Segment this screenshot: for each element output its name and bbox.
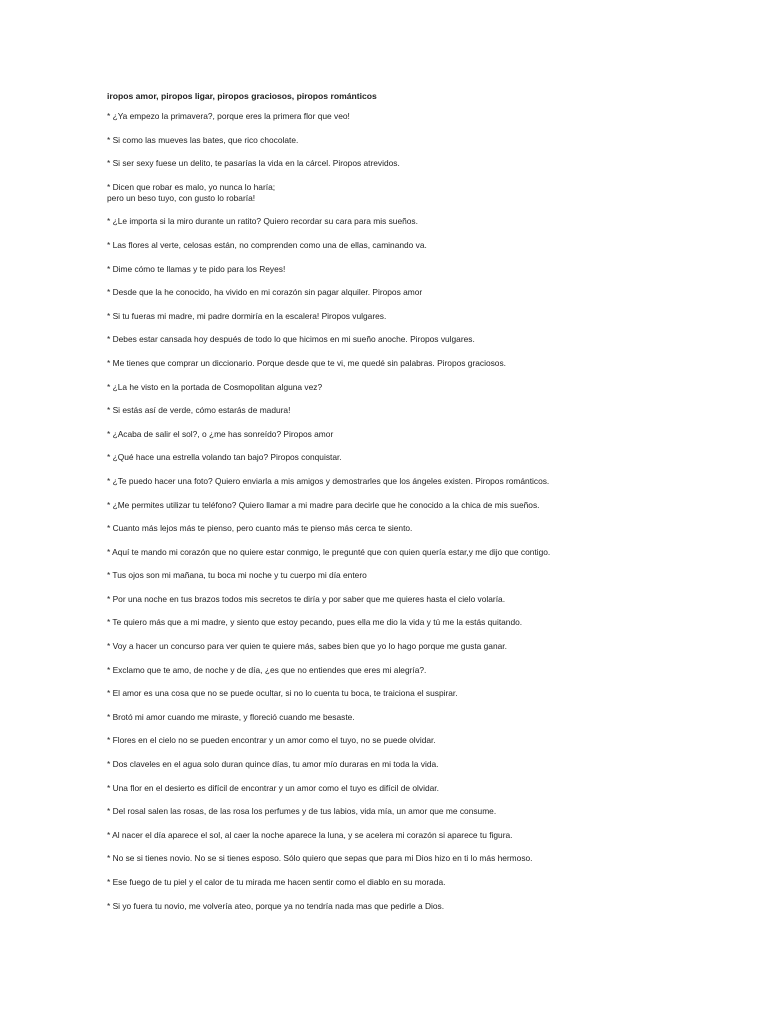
list-item <box>107 287 747 298</box>
list-item <box>107 334 747 345</box>
list-item <box>107 111 747 122</box>
paragraph-line: * El amor es una cosa que no se puede ocultar, si no lo cuenta tu boca, te traiciona el suspirar. <box>107 688 458 699</box>
document-title: iropos amor, piropos ligar, piropos graciosos, piropos románticos <box>107 91 377 101</box>
paragraph-line: pero un beso tuyo, con gusto lo robaría! <box>107 192 256 203</box>
list-item <box>107 182 747 204</box>
paragraph-line: * ¿Qué hace una estrella volando tan bajo? Piropos conquistar. <box>107 452 342 463</box>
list-item <box>107 547 747 558</box>
list-item <box>107 570 747 581</box>
list-item <box>107 617 747 628</box>
list-item <box>107 901 747 912</box>
list-item <box>107 877 747 888</box>
paragraph-line: * ¿Le importa si la miro durante un ratito? Quiero recordar su cara para mis sueños. <box>107 216 418 227</box>
paragraph-line: * Brotó mi amor cuando me miraste, y floreció cuando me besaste. <box>107 711 355 722</box>
paragraph-line: * ¿Te puedo hacer una foto? Quiero enviarla a mis amigos y demostrarles que los ángeles existen. Piropos románticos. <box>107 475 550 486</box>
paragraph-line: * Debes estar cansada hoy después de todo lo que hicimos en mi sueño anoche. Piropos vulgares. <box>107 334 475 345</box>
list-item <box>107 688 747 699</box>
list-item <box>107 476 747 487</box>
paragraph-list <box>107 111 747 912</box>
list-item <box>107 500 747 511</box>
paragraph-line: * Cuanto más lejos más te pienso, pero cuanto más te pienso más cerca te siento. <box>107 523 413 534</box>
list-item <box>107 665 747 676</box>
list-item <box>107 429 747 440</box>
list-item <box>107 264 747 275</box>
paragraph-line: * Flores en el cielo no se pueden encontrar y un amor como el tuyo, no se puede olvidar. <box>107 735 436 746</box>
list-item <box>107 135 747 146</box>
paragraph-line: * ¿La he visto en la portada de Cosmopolitan alguna vez? <box>107 381 323 392</box>
list-item <box>107 240 747 251</box>
paragraph-line: * ¿Ya empezo la primavera?, porque eres la primera flor que veo! <box>107 111 350 121</box>
list-item <box>107 853 747 864</box>
list-item <box>107 311 747 322</box>
paragraph-line: * Si yo fuera tu novio, me volvería ateo, porque ya no tendría nada mas que pedirle a Dios. <box>107 900 445 911</box>
list-item <box>107 358 747 369</box>
paragraph-line: * Si estás así de verde, cómo estarás de madura! <box>107 405 291 416</box>
paragraph-line: * Dicen que robar es malo, yo nunca lo haría; <box>107 181 276 192</box>
paragraph-line: * ¿Acaba de salir el sol?, o ¿me has sonreído? Piropos amor <box>107 428 334 439</box>
list-item <box>107 452 747 463</box>
paragraph-line: * Dime cómo te llamas y te pido para los Reyes! <box>107 263 286 274</box>
list-item <box>107 382 747 393</box>
document-page <box>107 90 747 924</box>
list-item <box>107 735 747 746</box>
list-item <box>107 594 747 605</box>
paragraph-line: * Al nacer el día aparece el sol, al caer la noche aparece la luna, y se acelera mi corazón si aparece tu figura. <box>107 829 513 840</box>
paragraph-line: * No se si tienes novio. No se si tienes esposo. Sólo quiero que sepas que para mi Dios hizo en ti lo más hermoso. <box>107 853 533 864</box>
paragraph-line: * Dos claveles en el agua solo duran quince días, tu amor mío duraras en mi toda la vida. <box>107 759 439 770</box>
list-item <box>107 712 747 723</box>
paragraph-line: * Una flor en el desierto es difícil de encontrar y un amor como el tuyo es difícil de olvidar. <box>107 782 439 793</box>
list-item <box>107 216 747 227</box>
paragraph-line: * Me tienes que comprar un diccionario. Porque desde que te vi, me quedé sin palabras. Piropos graciosos. <box>107 357 506 368</box>
paragraph-line: * Si tu fueras mi madre, mi padre dormiría en la escalera! Piropos vulgares. <box>107 310 387 321</box>
list-item <box>107 405 747 416</box>
paragraph-line: * Te quiero más que a mi madre, y siento que estoy pecando, pues ella me dio la vida y tú me la estás quitando. <box>107 617 523 628</box>
paragraph-line: * Tus ojos son mi mañana, tu boca mi noche y tu cuerpo mi día entero <box>107 570 367 581</box>
paragraph-line: * Desde que la he conocido, ha vivido en mi corazón sin pagar alquiler. Piropos amor <box>107 287 423 298</box>
list-item <box>107 759 747 770</box>
list-item <box>107 806 747 817</box>
paragraph-line: * Ese fuego de tu piel y el calor de tu mirada me hacen sentir como el diablo en su morada. <box>107 877 446 887</box>
list-item <box>107 158 747 169</box>
paragraph-line: * Voy a hacer un concurso para ver quien te quiere más, sabes bien que yo lo hago porque me gusta ganar. <box>107 641 507 652</box>
paragraph-line: * Si como las mueves las bates, que rico chocolate. <box>107 134 299 145</box>
paragraph-line: * ¿Me permites utilizar tu teléfono? Quiero llamar a mi madre para decirle que he conocido a la chica de mis sueños. <box>107 499 540 510</box>
paragraph-line: * Del rosal salen las rosas, de las rosa los perfumes y de tus labios, vida mía, un amor que me consume. <box>107 806 497 817</box>
paragraph-line: * Aquí te mando mi corazón que no quiere estar conmigo, le pregunté que con quien quería estar,y me dijo que contigo. <box>107 546 551 557</box>
list-item <box>107 523 747 534</box>
list-item <box>107 783 747 794</box>
paragraph-line: * Exclamo que te amo, de noche y de día, ¿es que no entiendes que eres mi alegría?. <box>107 664 427 675</box>
paragraph-line: * Las flores al verte, celosas están, no comprenden como una de ellas, caminando va. <box>107 239 427 250</box>
list-item <box>107 641 747 652</box>
list-item <box>107 830 747 841</box>
paragraph-line: * Por una noche en tus brazos todos mis secretos te diría y por saber que me quieres hasta el cielo volaría. <box>107 593 506 604</box>
paragraph-line: * Si ser sexy fuese un delito, te pasarías la vida en la cárcel. Piropos atrevidos. <box>107 158 400 169</box>
